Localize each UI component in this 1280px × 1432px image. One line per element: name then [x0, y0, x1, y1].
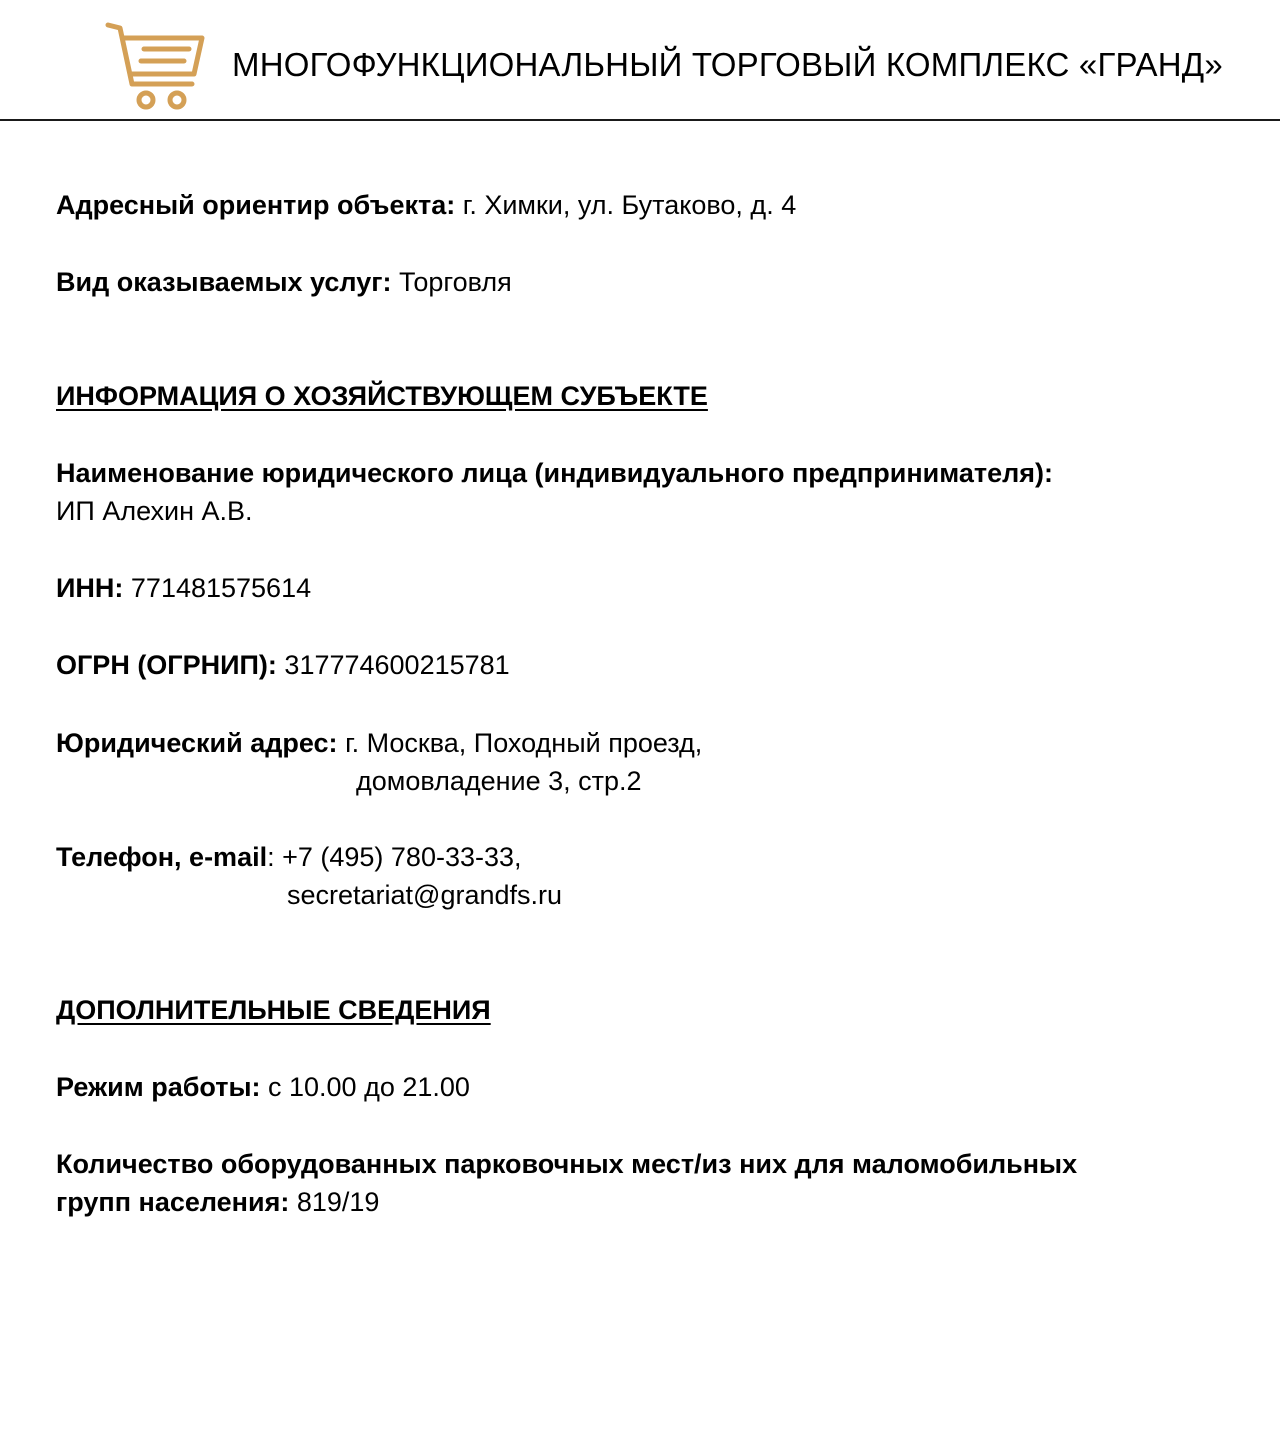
parking-row: [56, 1183, 379, 1221]
legal-address-label: Юридический адрес:: [56, 728, 338, 758]
services-label: Вид оказываемых услуг:: [56, 267, 392, 297]
object-address-row: [56, 186, 796, 224]
services-row: [56, 263, 512, 301]
shopping-cart-icon: [104, 20, 208, 112]
inn-value: 771481575614: [123, 573, 312, 603]
additional-section-heading: ДОПОЛНИТЕЛЬНЫЕ СВЕДЕНИЯ: [56, 995, 491, 1025]
parking-value: 819/19: [289, 1187, 380, 1217]
object-address-label: Адресный ориентир объекта:: [56, 190, 456, 220]
inn-label: ИНН:: [56, 573, 124, 603]
legal-address-row: [56, 724, 702, 762]
hours-row: [56, 1068, 470, 1106]
object-address-value: г. Химки, ул. Бутаково, д. 4: [455, 190, 797, 220]
hours-label: Режим работы:: [56, 1072, 261, 1102]
inn-row: [56, 569, 311, 607]
ogrn-row: [56, 646, 510, 684]
entity-name-value: ИП Алехин А.В.: [56, 496, 253, 526]
page-header: [0, 0, 1280, 121]
hours-value: с 10.00 до 21.00: [260, 1072, 470, 1102]
contact-row: [56, 838, 522, 876]
parking-label-cont: групп населения:: [56, 1187, 290, 1217]
ogrn-value: 317774600215781: [276, 650, 510, 680]
entity-name-label: Наименование юридического лица (индивидуального предпринимателя):: [56, 458, 1053, 488]
ogrn-label: ОГРН (ОГРНИП):: [56, 650, 277, 680]
contact-label: Телефон, e-mail: [56, 842, 268, 872]
page-title: МНОГОФУНКЦИОНАЛЬНЫЙ ТОРГОВЫЙ КОМПЛЕКС «ГРАНД»: [232, 46, 1223, 83]
entity-section-heading: ИНФОРМАЦИЯ О ХОЗЯЙСТВУЮЩЕМ СУБЪЕКТЕ: [56, 381, 708, 411]
legal-address-line2: домовладение 3, стр.2: [356, 766, 642, 796]
parking-label: Количество оборудованных парковочных мест/из них для маломобильных: [56, 1149, 1078, 1179]
contact-phone: : +7 (495) 780-33-33,: [267, 842, 522, 872]
contact-email: secretariat@grandfs.ru: [287, 880, 563, 910]
legal-address-line1: г. Москва, Походный проезд,: [337, 728, 703, 758]
services-value: Торговля: [391, 267, 512, 297]
